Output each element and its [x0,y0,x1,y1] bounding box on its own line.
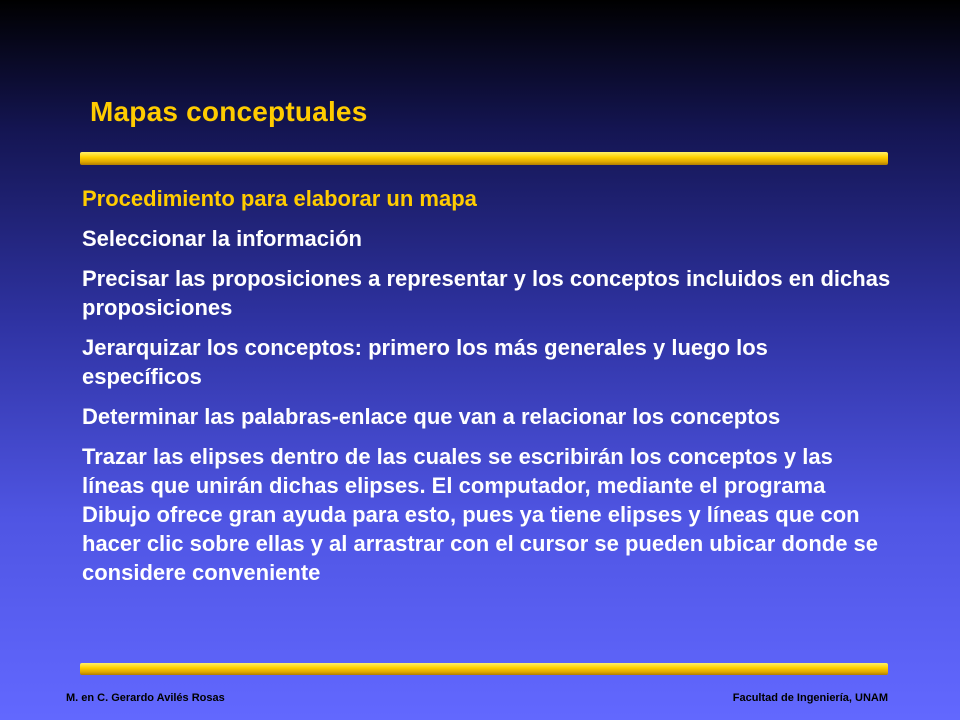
bottom-accent-bar [80,663,888,675]
step-item: Trazar las elipses dentro de las cuales se escribirán los conceptos y las líneas que unirán dichas elipses. El computador, mediante el programa Dibujo ofrece gran ayuda para esto, pues ya tiene elipses y líneas que con hacer clic sobre ellas y al arrastrar con el cursor se pueden ubicar donde se considere conveniente [82,444,879,585]
step-item: Precisar las proposiciones a representar y los conceptos incluidos en dichas proposiciones [82,266,891,320]
footer-author: M. en C. Gerardo Avilés Rosas [66,692,225,704]
slide-content [82,184,892,598]
top-accent-bar [80,152,888,165]
step-item: Determinar las palabras-enlace que van a relacionar los conceptos [82,404,781,429]
slide-subtitle: Procedimiento para elaborar un mapa [82,186,477,211]
step-item: Jerarquizar los conceptos: primero los más generales y luego los específicos [82,335,768,389]
slide-title: Mapas conceptuales [90,96,368,127]
footer-institution: Facultad de Ingeniería, UNAM [732,692,888,704]
step-item: Seleccionar la información [82,226,362,251]
